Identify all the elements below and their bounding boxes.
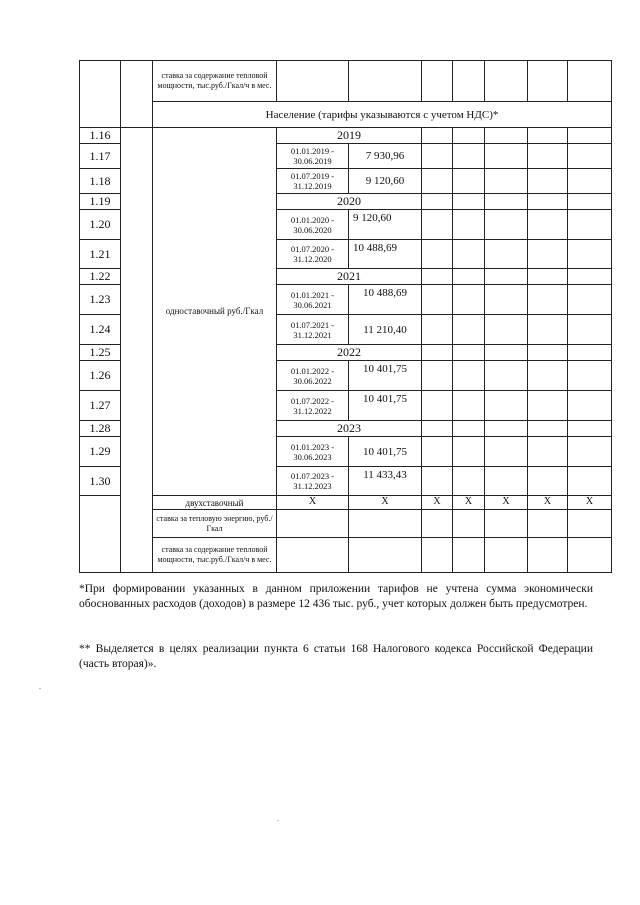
empty-cell <box>453 194 485 210</box>
empty-cell <box>528 510 568 538</box>
period: 01.07.2023 - 31.12.2023 <box>277 467 349 496</box>
row-number: 1.16 <box>80 128 121 144</box>
empty-cell <box>528 285 568 315</box>
row-number: 1.29 <box>80 437 121 467</box>
empty-cell <box>485 345 528 361</box>
section-header: Население (тарифы указываются с учетом НДС)* <box>153 102 612 128</box>
footnote-2: ** Выделяется в целях реализации пункта 6 статьи 168 Налогового кодекса Российской Федерации (часть вторая)». <box>79 643 593 670</box>
period: 01.07.2021 - 31.12.2021 <box>277 315 349 345</box>
energy-rate-label: ставка за тепловую энергию, руб./Гкал <box>153 510 277 538</box>
empty-cell <box>528 128 568 144</box>
empty-cell <box>453 240 485 269</box>
empty-cell <box>485 467 528 496</box>
period: 01.01.2023 - 30.06.2023 <box>277 437 349 467</box>
empty-cell <box>453 210 485 240</box>
empty-cell <box>453 437 485 467</box>
empty-cell <box>422 169 453 194</box>
empty-cell <box>277 538 349 573</box>
empty-cell <box>568 391 612 421</box>
empty-cell <box>422 285 453 315</box>
tariff-value: 10 401,75 <box>349 361 422 391</box>
empty-cell <box>528 210 568 240</box>
two-part-tariff-label: двухставочный <box>153 496 277 510</box>
year-row: 2019 <box>277 128 422 144</box>
empty-cell <box>568 169 612 194</box>
scan-speck <box>277 820 279 821</box>
not-applicable-mark: X <box>349 496 422 510</box>
tariff-value: 9 120,60 <box>349 210 422 240</box>
empty-cell <box>485 315 528 345</box>
empty-cell <box>528 391 568 421</box>
empty-cell <box>485 269 528 285</box>
empty-cell <box>568 210 612 240</box>
empty-cell <box>568 61 612 102</box>
row-number: 1.18 <box>80 169 121 194</box>
empty-cell <box>422 510 453 538</box>
empty-cell <box>422 467 453 496</box>
empty-cell <box>422 128 453 144</box>
row-number: 1.30 <box>80 467 121 496</box>
empty-cell <box>528 467 568 496</box>
empty-cell <box>528 169 568 194</box>
empty-cell <box>485 61 528 102</box>
row-number: 1.19 <box>80 194 121 210</box>
empty-cell <box>568 144 612 169</box>
empty-cell <box>568 421 612 437</box>
capacity-rate-label: ставка за содержание тепловой мощности, тыс.руб./Гкал/ч в мес. <box>153 538 277 573</box>
tariff-value: 10 401,75 <box>349 437 422 467</box>
empty-cell <box>485 391 528 421</box>
empty-cell <box>485 144 528 169</box>
tariff-value: 10 401,75 <box>349 391 422 421</box>
not-applicable-mark: X <box>422 496 453 510</box>
empty-cell <box>453 510 485 538</box>
empty-cell <box>453 144 485 169</box>
empty-cell <box>568 361 612 391</box>
not-applicable-mark: X <box>453 496 485 510</box>
row-number: 1.21 <box>80 240 121 269</box>
empty-cell <box>453 421 485 437</box>
empty-cell <box>453 345 485 361</box>
empty-cell <box>485 437 528 467</box>
empty-column <box>121 128 153 573</box>
period: 01.07.2019 - 31.12.2019 <box>277 169 349 194</box>
empty-cell <box>568 315 612 345</box>
empty-cell <box>453 269 485 285</box>
empty-cell <box>422 315 453 345</box>
year-row: 2021 <box>277 269 422 285</box>
empty-cell <box>528 269 568 285</box>
empty-cell <box>568 538 612 573</box>
empty-cell <box>422 61 453 102</box>
row-number: 1.25 <box>80 345 121 361</box>
empty-cell <box>422 210 453 240</box>
empty-cell <box>485 240 528 269</box>
row-number: 1.26 <box>80 361 121 391</box>
empty-cell <box>422 194 453 210</box>
empty-cell <box>485 285 528 315</box>
empty-cell <box>528 437 568 467</box>
not-applicable-mark: X <box>277 496 349 510</box>
period: 01.01.2019 - 30.06.2019 <box>277 144 349 169</box>
empty-cell <box>422 538 453 573</box>
empty-cell <box>485 194 528 210</box>
empty-cell <box>422 144 453 169</box>
empty-cell <box>453 169 485 194</box>
not-applicable-mark: X <box>528 496 568 510</box>
empty-cell <box>485 421 528 437</box>
empty-cell <box>528 144 568 169</box>
row-number: 1.27 <box>80 391 121 421</box>
tariff-value: 10 488,69 <box>349 285 422 315</box>
year-row: 2020 <box>277 194 422 210</box>
empty-cell <box>277 510 349 538</box>
empty-cell <box>349 538 422 573</box>
empty-cell <box>568 128 612 144</box>
empty-cell <box>528 194 568 210</box>
empty-cell <box>453 128 485 144</box>
row-number: 1.20 <box>80 210 121 240</box>
tariff-table <box>79 60 612 573</box>
empty-cell <box>568 510 612 538</box>
one-part-tariff-label: одноставочный руб./Гкал <box>153 128 277 496</box>
empty-cell <box>568 467 612 496</box>
empty-cell <box>453 285 485 315</box>
empty-cell <box>485 169 528 194</box>
empty-cell <box>528 315 568 345</box>
tariff-value: 11 433,43 <box>349 467 422 496</box>
empty-cell <box>568 194 612 210</box>
empty-cell <box>453 315 485 345</box>
empty-cell <box>349 510 422 538</box>
empty-cell <box>453 61 485 102</box>
scan-speck <box>39 688 41 689</box>
empty-cell <box>453 467 485 496</box>
empty-cell <box>80 496 121 573</box>
empty-cell <box>568 345 612 361</box>
tariff-value: 7 930,96 <box>349 144 422 169</box>
empty-cell <box>568 285 612 315</box>
empty-cell <box>568 240 612 269</box>
empty-cell <box>277 61 349 102</box>
tariff-value: 11 210,40 <box>349 315 422 345</box>
empty-cell <box>528 538 568 573</box>
period: 01.01.2022 - 30.06.2022 <box>277 361 349 391</box>
not-applicable-mark: X <box>485 496 528 510</box>
tariff-value: 9 120,60 <box>349 169 422 194</box>
empty-cell <box>422 269 453 285</box>
empty-cell <box>528 361 568 391</box>
row-number: 1.28 <box>80 421 121 437</box>
empty-cell <box>422 421 453 437</box>
row-number-cell <box>80 61 121 128</box>
empty-cell <box>422 391 453 421</box>
empty-cell <box>528 240 568 269</box>
empty-cell <box>485 210 528 240</box>
empty-cell <box>528 345 568 361</box>
capacity-rate-label: ставка за содержание тепловой мощности, тыс.руб./Гкал/ч в мес. <box>153 61 277 102</box>
empty-cell <box>121 61 153 128</box>
row-number: 1.17 <box>80 144 121 169</box>
empty-cell <box>568 269 612 285</box>
empty-cell <box>422 361 453 391</box>
period: 01.01.2020 - 30.06.2020 <box>277 210 349 240</box>
tariff-value: 10 488,69 <box>349 240 422 269</box>
empty-cell <box>453 538 485 573</box>
period: 01.01.2021 - 30.06.2021 <box>277 285 349 315</box>
empty-cell <box>453 361 485 391</box>
empty-cell <box>485 538 528 573</box>
empty-cell <box>528 421 568 437</box>
empty-cell <box>568 437 612 467</box>
empty-cell <box>485 128 528 144</box>
not-applicable-mark: X <box>568 496 612 510</box>
empty-cell <box>349 61 422 102</box>
empty-cell <box>453 391 485 421</box>
row-number: 1.23 <box>80 285 121 315</box>
footnote-1: *При формировании указанных в данном приложении тарифов не учтена сумма экономически обоснованных расходов (доходов) в размере 12 436 тыс. руб., учет которых должен быть предусмотрен. <box>79 583 593 610</box>
empty-cell <box>422 345 453 361</box>
empty-cell <box>422 240 453 269</box>
period: 01.07.2020 - 31.12.2020 <box>277 240 349 269</box>
year-row: 2022 <box>277 345 422 361</box>
row-number: 1.22 <box>80 269 121 285</box>
empty-cell <box>528 61 568 102</box>
empty-cell <box>422 437 453 467</box>
row-number: 1.24 <box>80 315 121 345</box>
year-row: 2023 <box>277 421 422 437</box>
period: 01.07.2022 - 31.12.2022 <box>277 391 349 421</box>
empty-cell <box>485 510 528 538</box>
empty-cell <box>485 361 528 391</box>
